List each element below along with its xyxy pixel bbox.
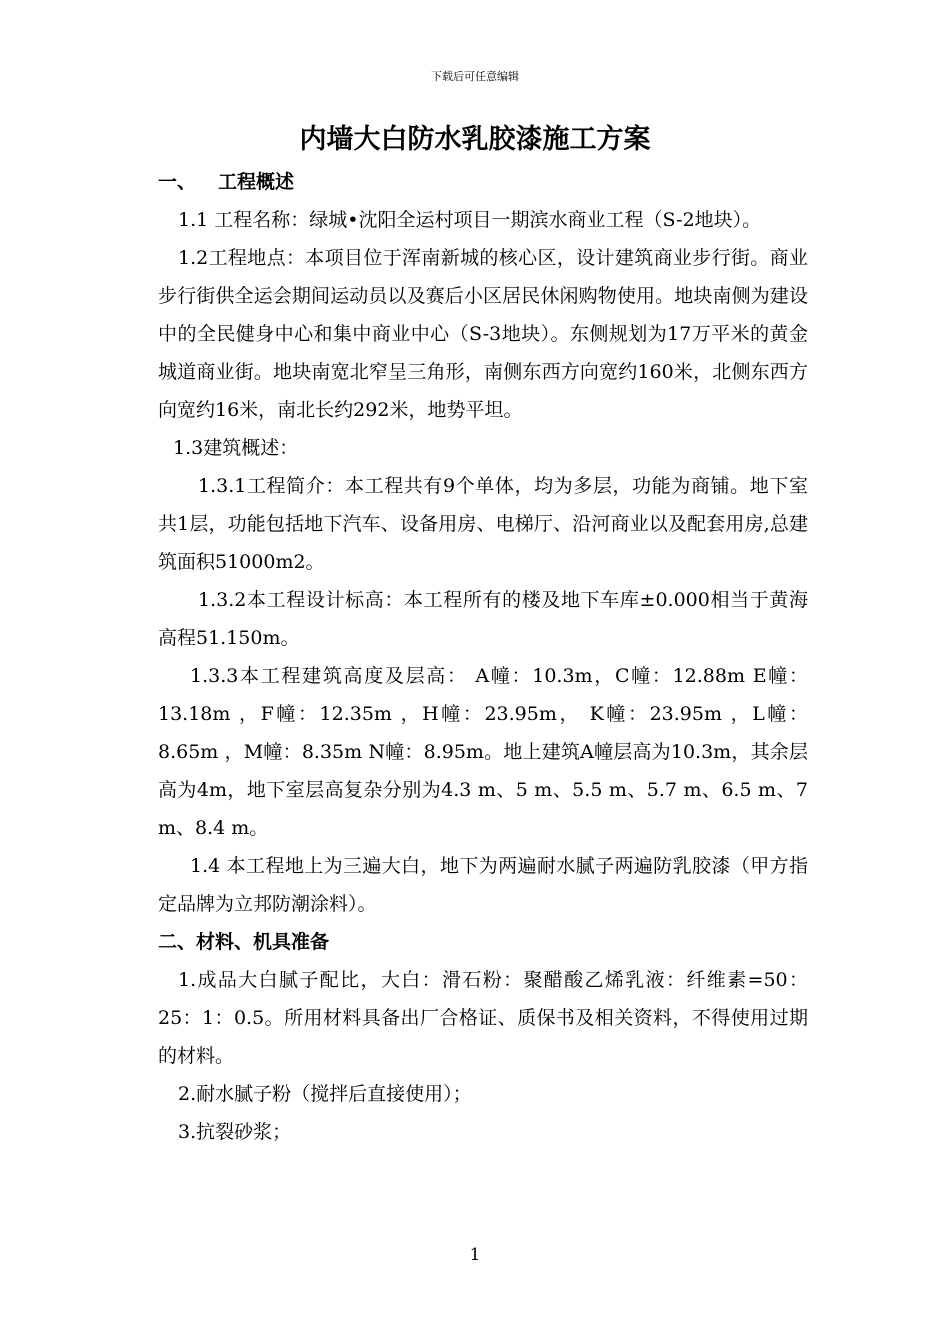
list-item-2-3: 3.抗裂砂浆； [178, 1121, 292, 1143]
paragraph-1-3-3: 1.3.3本工程建筑高度及层高： A幢：10.3m，C幢：12.88m E幢：13.18m ，F幢：12.35m ，H幢：23.95m， K幢：23.95m ，L幢：8.65m ，M幢：8.35m N幢：8.95m。地上建筑A幢层高为10.3m，其余层高为4m，地下室层高复杂分别为4.3 m、5 m、5.5 m、5.7 m、6.5 m、7 m、8.4 m。 [158, 665, 808, 839]
paragraph-1-3-1: 1.3.1工程简介：本工程共有9个单体，均为多层，功能为商铺。地下室共1层，功能包括地下汽车、设备用房、电梯厅、沿河商业以及配套用房,总建筑面积51000m2。 [158, 475, 808, 573]
header-note: 下载后可任意编辑 [431, 70, 519, 83]
paragraph-1-3: 1.3建筑概述： [173, 437, 299, 459]
section-1-title: 工程概述 [218, 171, 295, 193]
paragraph-1-3-2: 1.3.2本工程设计标高：本工程所有的楼及地下车库±0.000相当于黄海高程51.150m。 [158, 589, 808, 649]
list-item-2-1: 1.成品大白腻子配比，大白：滑石粉：聚醋酸乙烯乳液：纤维素=50：25：1：0.5。所用材料具备出厂合格证、质保书及相关资料，不得使用过期的材料。 [158, 969, 808, 1067]
paragraph-1-2: 1.2工程地点：本项目位于浑南新城的核心区，设计建筑商业步行街。商业步行街供全运会期间运动员以及赛后小区居民休闲购物使用。地块南侧为建设中的全民健身中心和集中商业中心（S-3地块）。东侧规划为17万平米的黄金城道商业街。地块南宽北窄呈三角形，南侧东西方向宽约160米，北侧东西方向宽约16米，南北长约292米，地势平坦。 [158, 247, 808, 421]
section-1-number: 一、 [158, 171, 197, 193]
document-body [158, 163, 808, 1151]
paragraph-1-4: 1.4 本工程地上为三遍大白，地下为两遍耐水腻子两遍防乳胶漆（甲方指定品牌为立邦防潮涂料）。 [158, 855, 808, 915]
paragraph-1-1: 1.1 工程名称：绿城•沈阳全运村项目一期滨水商业工程（S-2地块）。 [178, 209, 762, 231]
page-number: 1 [469, 1245, 481, 1265]
document-title: 内墙大白防水乳胶漆施工方案 [299, 124, 651, 155]
section-1-heading [158, 163, 808, 201]
list-item-2-2: 2.耐水腻子粉（搅拌后直接使用）； [178, 1083, 472, 1105]
section-2-heading: 二、材料、机具准备 [158, 931, 330, 953]
